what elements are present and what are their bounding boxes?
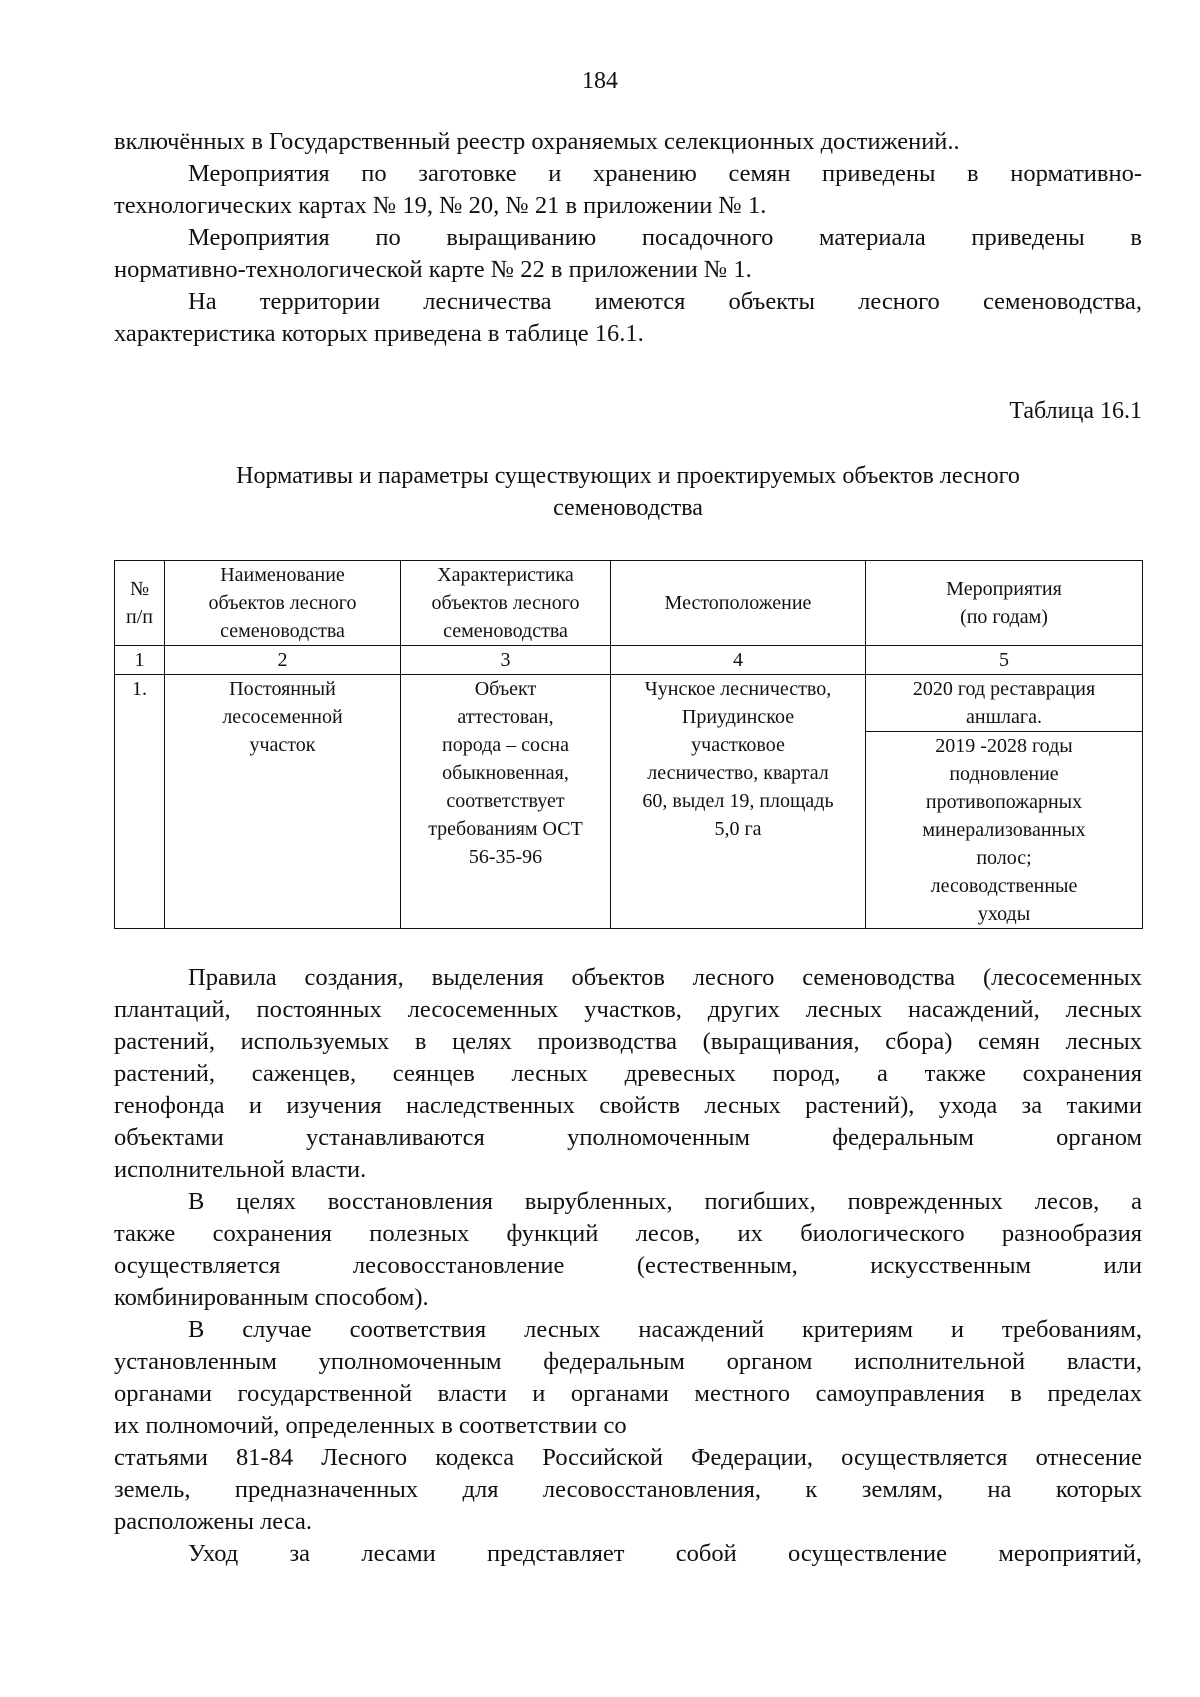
text-line: Мероприятия по выращиванию посадочного материала приведены в — [188, 224, 1142, 251]
text-line: органами государственной власти и органами местного самоуправления в пределах — [114, 1380, 1142, 1407]
text-line: установленным уполномоченным федеральным органом исполнительной власти, — [114, 1348, 1142, 1375]
header-line: № — [129, 578, 150, 600]
column-number-row — [115, 646, 1143, 675]
text-line: Мероприятия по заготовке и хранению семян приведены в нормативно- — [188, 160, 1142, 187]
cell-line: Постоянный — [229, 678, 336, 700]
text-line: исполнительной власти. — [114, 1156, 367, 1183]
header-line: объектов лесного — [208, 592, 357, 614]
header-cell — [165, 561, 401, 646]
cell-line: соответствует — [446, 790, 565, 812]
object-characteristic-cell — [401, 675, 611, 929]
events-cell — [866, 732, 1143, 929]
header-line: Характеристика — [437, 564, 574, 586]
cell-line: уходы — [977, 903, 1031, 925]
header-cell — [611, 561, 866, 646]
cell-line: 2020 год реставрация — [912, 678, 1096, 700]
cell-line: обыкновенная, — [442, 762, 569, 784]
table-title — [114, 460, 1142, 524]
text-line: их полномочий, определенных в соответствии со — [114, 1412, 627, 1439]
header-cell — [115, 561, 165, 646]
column-number: 4 — [611, 646, 866, 675]
cell-line: полос; — [976, 847, 1032, 869]
cell-line: минерализованных — [922, 819, 1086, 841]
text-line: комбинированным способом). — [114, 1284, 429, 1311]
text-line: включённых в Государственный реестр охраняемых селекционных достижений.. — [114, 128, 960, 155]
table-title-line: семеноводства — [553, 495, 703, 521]
cell-line: 60, выдел 19, площадь — [642, 790, 834, 812]
text-line: Уход за лесами представляет собой осуществление мероприятий, — [188, 1540, 1142, 1567]
text-line: плантаций, постоянных лесосеменных участков, других лесных насаждений, лесных — [114, 996, 1142, 1023]
cell-line: подновление — [949, 763, 1059, 785]
cell-line: 5,0 га — [714, 818, 762, 840]
text-line: расположены леса. — [114, 1508, 312, 1535]
text-line: Правила создания, выделения объектов лесного семеноводства (лесосеменных — [188, 964, 1142, 991]
text-line: растений, саженцев, сеянцев лесных древесных пород, а также сохранения — [114, 1060, 1142, 1087]
object-name-cell — [165, 675, 401, 929]
table-caption: Таблица 16.1 — [1009, 398, 1142, 424]
text-line: В целях восстановления вырубленных, погибших, поврежденных лесов, а — [188, 1188, 1142, 1215]
header-line: п/п — [126, 606, 153, 628]
cell-line: Чунское лесничество, — [644, 678, 832, 700]
seed-objects-table — [114, 560, 1143, 929]
cell-line: лесосеменной — [222, 706, 343, 728]
header-cell — [401, 561, 611, 646]
page-number: 184 — [582, 68, 618, 94]
header-line: объектов лесного — [431, 592, 580, 614]
cell-line: лесничество, квартал — [647, 762, 829, 784]
text-line: характеристика которых приведена в таблице 16.1. — [114, 320, 644, 347]
cell-line: Приудинское — [681, 706, 795, 728]
table-title-line: Нормативы и параметры существующих и проектируемых объектов лесного — [236, 463, 1020, 489]
cell-line: участок — [249, 734, 316, 756]
column-number: 1 — [115, 646, 165, 675]
cell-line: противопожарных — [925, 791, 1083, 813]
column-number: 3 — [401, 646, 611, 675]
text-line: технологических картах № 19, № 20, № 21 в приложении № 1. — [114, 192, 767, 219]
row-number: 1. — [115, 675, 165, 929]
text-line: земель, предназначенных для лесовосстановления, к землям, на которых — [114, 1476, 1142, 1503]
header-line: Наименование — [220, 564, 345, 586]
header-line: (по годам) — [960, 606, 1048, 628]
cell-line: аттестован, — [457, 706, 554, 728]
header-line: семеноводства — [220, 620, 345, 642]
cell-line: 56-35-96 — [468, 846, 543, 868]
events-cell — [866, 675, 1143, 732]
text-line: В случае соответствия лесных насаждений критериям и требованиям, — [188, 1316, 1142, 1343]
cell-line: порода – сосна — [441, 734, 569, 756]
intro-text — [114, 126, 1142, 350]
cell-line: Объект — [474, 678, 537, 700]
text-line: На территории лесничества имеются объекты лесного семеноводства, — [188, 288, 1142, 315]
column-number: 5 — [866, 646, 1143, 675]
cell-line: аншлага. — [966, 706, 1042, 728]
header-line: семеноводства — [443, 620, 568, 642]
text-line: объектами устанавливаются уполномоченным федеральным органом — [114, 1124, 1142, 1151]
cell-line: 2019 -2028 годы — [935, 735, 1073, 757]
text-line: статьями 81-84 Лесного кодекса Российской Федерации, осуществляется отнесение — [114, 1444, 1142, 1471]
text-line: осуществляется лесовосстановление (естественным, искусственным или — [114, 1252, 1142, 1279]
cell-line: требованиям ОСТ — [428, 818, 583, 840]
body-text — [114, 962, 1142, 1570]
table-row — [115, 675, 1143, 732]
header-line: Мероприятия — [946, 578, 1062, 600]
cell-line: участковое — [691, 734, 785, 756]
header-cell — [866, 561, 1143, 646]
text-line: растений, используемых в целях производства (выращивания, сбора) семян лесных — [114, 1028, 1142, 1055]
header-line: Местоположение — [664, 592, 812, 614]
cell-line: лесоводственные — [930, 875, 1078, 897]
text-line: генофонда и изучения наследственных свойств лесных растений), ухода за такими — [114, 1092, 1142, 1119]
column-number: 2 — [165, 646, 401, 675]
table-header-row — [115, 561, 1143, 646]
text-line: также сохранения полезных функций лесов, их биологического разнообразия — [114, 1220, 1142, 1247]
text-line: нормативно-технологической карте № 22 в приложении № 1. — [114, 256, 752, 283]
location-cell — [611, 675, 866, 929]
